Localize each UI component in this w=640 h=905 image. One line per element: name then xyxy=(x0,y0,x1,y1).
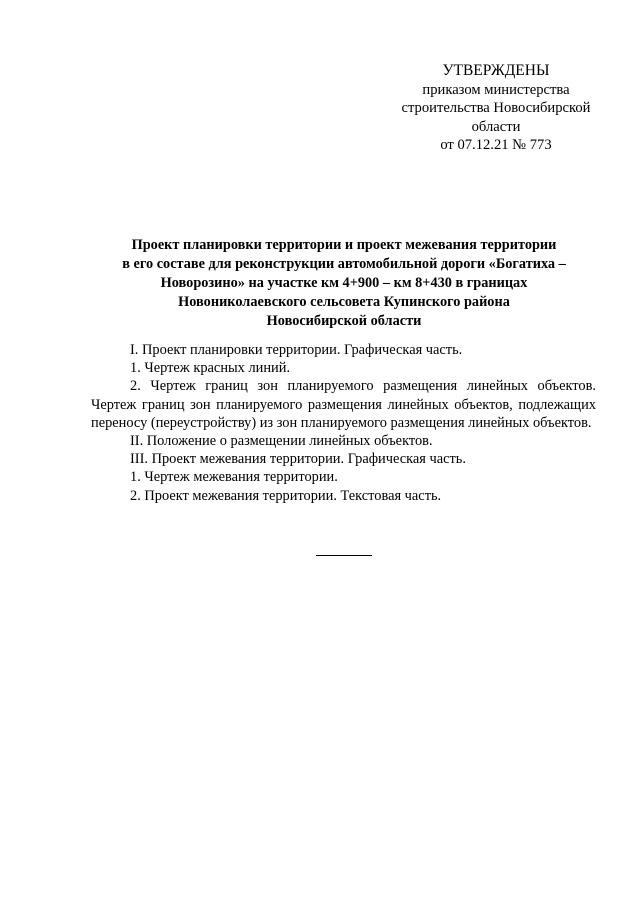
approval-ministry-line: строительства Новосибирской xyxy=(401,100,591,116)
title-line: Новониколаевского сельсовета Купинского района xyxy=(178,294,510,310)
contents-item: II. Положение о размещении линейных объектов. xyxy=(130,433,433,450)
title-line: Новосибирской области xyxy=(266,313,422,329)
approval-stamp xyxy=(385,62,607,155)
approval-heading: УТВЕРЖДЕНЫ xyxy=(442,62,550,79)
approval-date-number: от 07.12.21 № 773 xyxy=(440,137,552,153)
closing-divider xyxy=(316,555,372,556)
contents-item: 2. Проект межевания территории. Текстовая часть. xyxy=(130,487,442,504)
contents-item: I. Проект планировки территории. Графическая часть. xyxy=(130,342,463,358)
contents-item: 2. Чертеж границ зон планируемого размещения линейных объектов. Чертеж границ зон планируемого размещения линейных объектов, подлежащих переносу (переустройству) из зон планируемого размещения линейных объектов. xyxy=(91,378,596,431)
contents-item: 1. Чертеж красных линий. xyxy=(130,360,291,377)
contents-item: III. Проект межевания территории. Графическая часть. xyxy=(130,451,466,468)
contents-list xyxy=(91,341,596,505)
approval-region-line: области xyxy=(471,118,521,135)
approval-order-line: приказом министерства xyxy=(422,81,570,98)
document-title xyxy=(84,236,604,331)
title-line: Проект планировки территории и проект межевания территории xyxy=(131,237,557,253)
title-line: в его составе для реконструкции автомобильной дороги «Богатиха – xyxy=(122,256,566,272)
contents-item: 1. Чертеж межевания территории. xyxy=(130,469,338,486)
title-line: Новорозино» на участке км 4+900 – км 8+430 в границах xyxy=(160,275,528,291)
